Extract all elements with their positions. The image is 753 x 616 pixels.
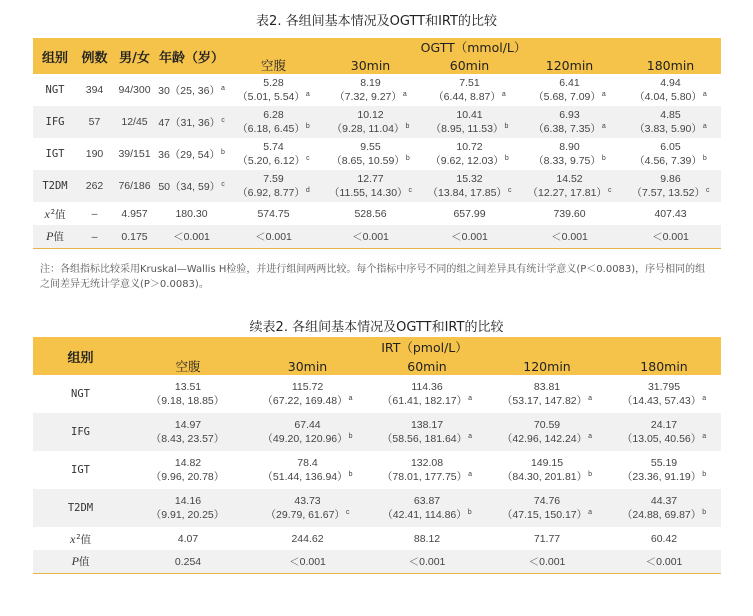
age-cell	[157, 74, 226, 106]
significance-mark: c	[408, 187, 413, 194]
significance-mark: a	[348, 395, 353, 402]
iqr-range: （23.36, 91.19）	[621, 471, 702, 483]
stat-suffix: 值	[78, 556, 90, 568]
significance-mark: a	[588, 395, 593, 402]
chi-square-row	[33, 202, 721, 225]
value-cell	[607, 413, 721, 451]
median-value: 6.05	[660, 141, 681, 153]
significance-mark: a	[702, 433, 707, 440]
time-header: 空腹	[128, 357, 248, 375]
significance-mark: a	[468, 395, 473, 402]
group-cell: T2DM	[33, 170, 77, 202]
time-header: 120min	[487, 357, 607, 375]
sex-cell: 76/186	[112, 170, 157, 202]
median-value: 67.44	[294, 419, 321, 431]
table-row	[33, 413, 721, 451]
stat-cell: ＜0.001	[487, 550, 607, 574]
value-cell	[226, 74, 321, 106]
median-value: 78.4	[297, 457, 318, 469]
age-cell	[157, 138, 226, 170]
median-value: 14.82	[174, 457, 202, 469]
stat-cell: 407.43	[620, 202, 721, 225]
age-header: 年龄（岁）	[157, 38, 226, 74]
iqr-range: （13.84, 17.85）	[427, 187, 507, 199]
value-cell	[487, 375, 607, 413]
significance-mark: a	[702, 91, 707, 98]
value-cell	[128, 489, 248, 527]
value-cell	[226, 138, 321, 170]
value-cell	[620, 138, 721, 170]
iqr-range: （13.05, 40.56）	[621, 433, 702, 445]
age-value: 47（31, 36）	[158, 117, 221, 129]
significance-mark: c	[607, 187, 612, 194]
iqr-range: （5.68, 7.09）	[533, 91, 601, 103]
value-cell	[607, 375, 721, 413]
iqr-range: （78.01, 177.75）	[381, 471, 468, 483]
iqr-range: （47.15, 150.17）	[501, 509, 588, 521]
significance-mark: a	[601, 123, 606, 130]
sex-cell: 39/151	[112, 138, 157, 170]
significance-mark: b	[702, 509, 707, 516]
significance-mark: b	[348, 471, 353, 478]
median-value: 70.59	[533, 419, 561, 431]
significance-mark: c	[507, 187, 512, 194]
median-value: 5.74	[263, 141, 284, 153]
age-value: 30（25, 36）	[158, 85, 220, 97]
iqr-range: （8.65, 10.59）	[331, 155, 405, 167]
significance-mark: a	[501, 91, 506, 98]
significance-mark: a	[402, 91, 407, 98]
stat-symbol: P	[71, 554, 79, 568]
group-header: 组别	[33, 38, 77, 74]
value-cell	[367, 489, 487, 527]
significance-mark: a	[588, 509, 593, 516]
iqr-range: （8.33, 9.75）	[533, 155, 601, 167]
stat-cell: 0.175	[112, 225, 157, 249]
count-cell: 262	[77, 170, 112, 202]
iqr-range: （67.22, 169.48）	[262, 395, 348, 407]
iqr-range: （29.79, 61.67）	[265, 509, 345, 521]
value-cell	[519, 170, 620, 202]
age-cell	[157, 106, 226, 138]
significance-mark: c	[345, 509, 350, 516]
stat-symbol: P	[46, 229, 54, 243]
value-cell	[128, 375, 248, 413]
median-value: 115.72	[291, 381, 324, 393]
group-cell: T2DM	[33, 489, 128, 527]
time-header: 180min	[620, 56, 721, 74]
significance-mark: c	[306, 155, 310, 162]
stat-cell: 528.56	[321, 202, 420, 225]
stat-label	[33, 527, 128, 550]
time-header: 60min	[367, 357, 487, 375]
stat-cell: 180.30	[157, 202, 226, 225]
table2-caption: 续表2. 各组间基本情况及OGTT和IRT的比较	[249, 320, 504, 335]
significance-mark: a	[702, 395, 707, 402]
iqr-range: （4.04, 5.80）	[634, 91, 702, 103]
value-cell	[519, 74, 620, 106]
median-value: 15.32	[456, 173, 483, 185]
value-cell	[321, 74, 420, 106]
iqr-range: （9.18, 18.85）	[150, 395, 225, 407]
median-value: 10.41	[456, 109, 483, 121]
median-value: 43.73	[294, 495, 321, 507]
median-value: 31.795	[647, 381, 681, 393]
time-header: 60min	[420, 56, 519, 74]
significance-mark: b	[467, 509, 472, 516]
stat-cell: ＜0.001	[367, 550, 487, 574]
iqr-range: （61.41, 182.17）	[381, 395, 468, 407]
sex-header: 男/女	[112, 38, 157, 74]
value-cell	[321, 106, 420, 138]
stat-cell: 4.957	[112, 202, 157, 225]
iqr-range: （9.96, 20.78）	[150, 471, 225, 483]
iqr-range: （8.43, 23.57）	[150, 433, 225, 445]
median-value: 6.41	[559, 77, 580, 89]
value-cell	[321, 170, 420, 202]
table-row	[33, 375, 721, 413]
stat-cell: 4.07	[128, 527, 248, 550]
stat-cell: ＜0.001	[321, 225, 420, 249]
time-header: 30min	[321, 56, 420, 74]
median-value: 114.36	[411, 381, 443, 393]
value-cell	[367, 375, 487, 413]
value-cell	[420, 106, 519, 138]
significance-mark: b	[601, 155, 606, 162]
median-value: 24.17	[650, 419, 678, 431]
significance-mark: c	[221, 117, 225, 124]
median-value: 8.19	[360, 77, 381, 89]
significance-mark: b	[348, 433, 353, 440]
iqr-range: （42.96, 142.24）	[501, 433, 588, 445]
stat-cell: ＜0.001	[607, 550, 721, 574]
count-cell: 394	[77, 74, 112, 106]
iqr-range: （5.20, 6.12）	[237, 155, 306, 167]
stat-label	[33, 550, 128, 574]
value-cell	[226, 170, 321, 202]
stat-cell: ＜0.001	[248, 550, 367, 574]
iqr-range: （9.28, 11.04）	[331, 123, 405, 135]
group-cell: IGT	[33, 138, 77, 170]
median-value: 9.86	[660, 173, 681, 185]
iqr-range: （58.56, 181.64）	[381, 433, 468, 445]
value-cell	[420, 138, 519, 170]
stat-cell: 60.42	[607, 527, 721, 550]
stat-symbol: x	[44, 207, 50, 221]
time-header: 空腹	[226, 56, 321, 74]
significance-mark: c	[221, 181, 225, 188]
median-value: 8.90	[559, 141, 580, 153]
stat-label	[33, 202, 77, 225]
chi-square-row	[33, 527, 721, 550]
iqr-range: （42.41, 114.86）	[382, 509, 467, 521]
iqr-range: （4.56, 7.39）	[634, 155, 702, 167]
value-cell	[226, 106, 321, 138]
table-note: 注：各组指标比较采用Kruskal—Wallis H检验，并进行组间两两比较。每个指标中序号不同的组之间差异具有统计学意义(P＜0.0083)，序号相同的组之间差异无统计学意义(P＞0.0083)。	[40, 264, 706, 290]
stat-cell: ＜0.001	[157, 225, 226, 249]
stat-suffix: 值	[53, 231, 64, 243]
significance-mark: b	[504, 123, 509, 130]
stat-suffix: 值	[55, 209, 66, 221]
stat-suffix: 值	[80, 534, 92, 546]
irt-table	[33, 337, 721, 574]
significance-mark: b	[405, 123, 410, 130]
sex-cell: 94/300	[112, 74, 157, 106]
iqr-range: （14.43, 57.43）	[621, 395, 702, 407]
group-cell: NGT	[33, 375, 128, 413]
significance-mark: a	[305, 91, 310, 98]
median-value: 10.72	[456, 141, 483, 153]
value-cell	[487, 489, 607, 527]
stat-cell: ＜0.001	[620, 225, 721, 249]
median-value: 7.59	[263, 173, 284, 185]
significance-mark: a	[702, 123, 707, 130]
value-cell	[248, 451, 367, 489]
significance-mark: b	[588, 471, 593, 478]
median-value: 44.37	[650, 495, 678, 507]
iqr-range: （49.20, 120.96）	[262, 433, 348, 445]
median-value: 55.19	[650, 457, 678, 469]
iqr-range: （9.62, 12.03）	[430, 155, 504, 167]
significance-mark: b	[405, 155, 410, 162]
time-header: 120min	[519, 56, 620, 74]
value-cell	[248, 489, 367, 527]
group-header: 组别	[33, 337, 128, 375]
stat-cell: ＜0.001	[420, 225, 519, 249]
value-cell	[128, 413, 248, 451]
median-value: 10.12	[357, 109, 384, 121]
value-cell	[607, 451, 721, 489]
median-value: 149.15	[530, 457, 564, 469]
table-row	[33, 489, 721, 527]
significance-mark: d	[305, 187, 310, 194]
iqr-range: （6.44, 8.87）	[433, 91, 501, 103]
iqr-range: （7.32, 9.27）	[334, 91, 402, 103]
significance-mark: b	[702, 155, 707, 162]
table-row	[33, 106, 721, 138]
iqr-range: （6.92, 8.77）	[237, 187, 305, 199]
group-cell: NGT	[33, 74, 77, 106]
ogtt-table	[33, 38, 721, 249]
significance-mark: a	[468, 433, 473, 440]
stat-symbol: x	[69, 532, 76, 546]
iqr-range: （6.38, 7.35）	[533, 123, 601, 135]
iqr-range: （3.83, 5.90）	[634, 123, 702, 135]
significance-mark: c	[706, 187, 710, 194]
stat-cell: 88.12	[367, 527, 487, 550]
median-value: 138.17	[410, 419, 444, 431]
median-value: 132.08	[410, 457, 444, 469]
iqr-range: （12.27, 17.81）	[527, 187, 607, 199]
value-cell	[519, 106, 620, 138]
value-cell	[321, 138, 420, 170]
stat-cell: –	[77, 202, 112, 225]
irt-header: IRT（pmol/L）	[128, 337, 721, 357]
significance-mark: b	[305, 123, 310, 130]
value-cell	[248, 413, 367, 451]
iqr-range: （51.44, 136.94）	[262, 471, 348, 483]
iqr-range: （7.57, 13.52）	[631, 187, 706, 199]
significance-mark: a	[601, 91, 606, 98]
value-cell	[487, 413, 607, 451]
age-cell	[157, 170, 226, 202]
median-value: 14.97	[174, 419, 202, 431]
iqr-range: （84.30, 201.81）	[501, 471, 588, 483]
value-cell	[607, 489, 721, 527]
group-cell: IFG	[33, 106, 77, 138]
median-value: 6.28	[263, 109, 284, 121]
table1-caption: 表2. 各组间基本情况及OGTT和IRT的比较	[256, 14, 497, 29]
table-row	[33, 451, 721, 489]
stat-cell: 71.77	[487, 527, 607, 550]
value-cell	[367, 413, 487, 451]
significance-mark: b	[220, 149, 225, 156]
median-value: 13.51	[174, 381, 202, 393]
value-cell	[620, 74, 721, 106]
significance-mark: b	[702, 471, 707, 478]
iqr-range: （11.55, 14.30）	[328, 187, 408, 199]
iqr-range: （6.18, 6.45）	[237, 123, 305, 135]
age-value: 50（34, 59）	[158, 181, 221, 193]
p-value-row	[33, 225, 721, 249]
median-value: 14.52	[556, 173, 583, 185]
value-cell	[620, 170, 721, 202]
iqr-range: （53.17, 147.82）	[501, 395, 588, 407]
value-cell	[420, 74, 519, 106]
iqr-range: （5.01, 5.54）	[237, 91, 305, 103]
significance-mark: a	[588, 433, 593, 440]
stat-cell: 657.99	[420, 202, 519, 225]
stat-cell: 739.60	[519, 202, 620, 225]
stat-cell: 0.254	[128, 550, 248, 574]
value-cell	[519, 138, 620, 170]
table-row	[33, 74, 721, 106]
ogtt-header: OGTT（mmol/L）	[226, 38, 721, 56]
stat-label	[33, 225, 77, 249]
stat-superscript: 2	[50, 208, 56, 216]
median-value: 6.93	[559, 109, 580, 121]
count-header: 例数	[77, 38, 112, 74]
time-header: 30min	[248, 357, 367, 375]
median-value: 63.87	[413, 495, 441, 507]
stat-cell: –	[77, 225, 112, 249]
significance-mark: a	[468, 471, 473, 478]
value-cell	[248, 375, 367, 413]
significance-mark: b	[504, 155, 509, 162]
iqr-range: （24.88, 69.87）	[621, 509, 702, 521]
stat-cell: 574.75	[226, 202, 321, 225]
significance-mark: a	[220, 85, 225, 92]
value-cell	[487, 451, 607, 489]
median-value: 7.51	[459, 77, 480, 89]
stat-cell: 244.62	[248, 527, 367, 550]
group-cell: IFG	[33, 413, 128, 451]
time-header: 180min	[607, 357, 721, 375]
median-value: 12.77	[357, 173, 384, 185]
iqr-range: （8.95, 11.53）	[430, 123, 504, 135]
median-value: 5.28	[263, 77, 284, 89]
iqr-range: （9.91, 20.25）	[150, 509, 225, 521]
age-value: 36（29, 54）	[158, 149, 220, 161]
p-value-row	[33, 550, 721, 574]
median-value: 9.55	[360, 141, 381, 153]
median-value: 14.16	[174, 495, 202, 507]
value-cell	[367, 451, 487, 489]
table-row	[33, 170, 721, 202]
median-value: 74.76	[533, 495, 561, 507]
stat-cell: ＜0.001	[519, 225, 620, 249]
median-value: 4.85	[660, 109, 681, 121]
value-cell	[128, 451, 248, 489]
median-value: 83.81	[533, 381, 561, 393]
median-value: 4.94	[660, 77, 681, 89]
value-cell	[420, 170, 519, 202]
stat-superscript: 2	[76, 533, 81, 541]
table-row	[33, 138, 721, 170]
stat-cell: ＜0.001	[226, 225, 321, 249]
group-cell: IGT	[33, 451, 128, 489]
count-cell: 57	[77, 106, 112, 138]
count-cell: 190	[77, 138, 112, 170]
value-cell	[620, 106, 721, 138]
sex-cell: 12/45	[112, 106, 157, 138]
